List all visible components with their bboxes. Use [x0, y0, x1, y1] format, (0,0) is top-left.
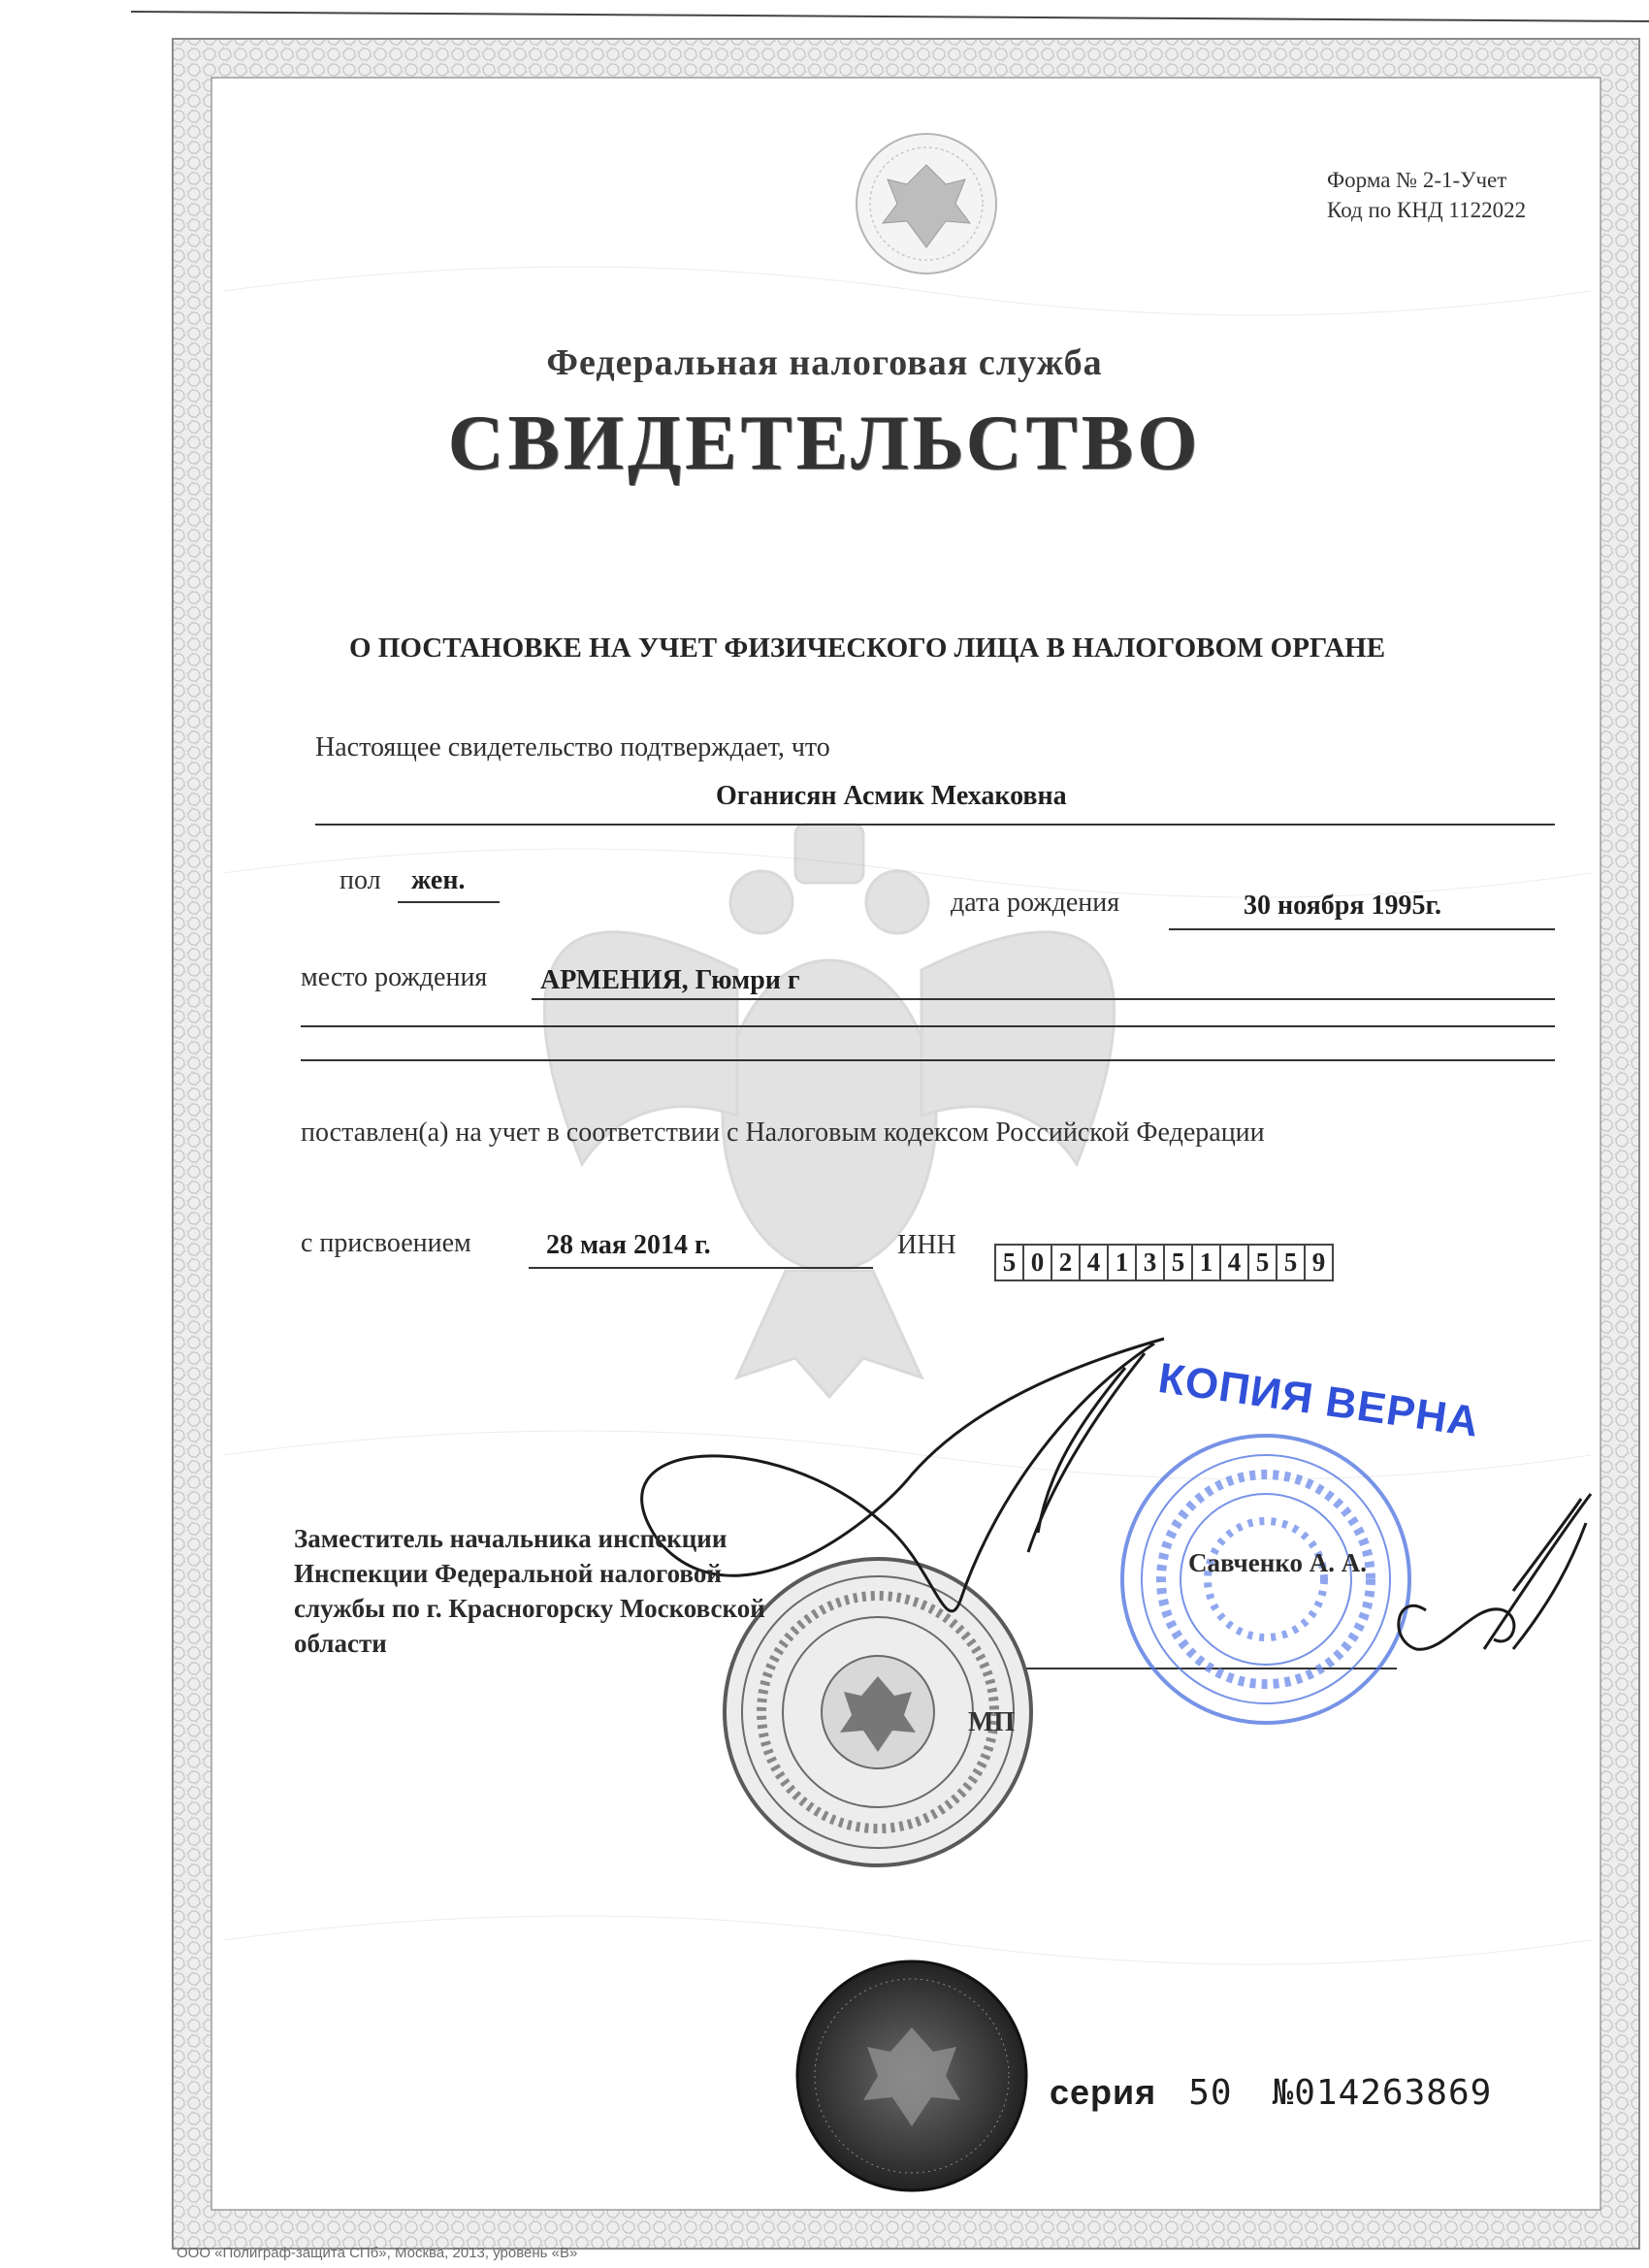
document-number: №014263869 [1272, 2073, 1493, 2113]
document-title: СВИДЕТЕЛЬСТВО [447, 401, 1202, 486]
hologram-seal [797, 1961, 1026, 2190]
inn-number [994, 1244, 1334, 1281]
signer-position: Заместитель начальника инспекции Инспекции Федеральной налоговой службы по г. Красногорску Московской области [294, 1524, 765, 1658]
entrepreneur-stamp [1122, 1436, 1409, 1723]
sex-value: жен. [411, 865, 466, 895]
registered-text: поставлен(а) на учет в соответствии с Налоговым кодексом Российской Федерации [301, 1118, 1265, 1148]
seal-mark: МП [968, 1707, 1016, 1737]
inn-digit: 5 [1277, 1246, 1306, 1280]
assigned-date: 28 мая 2014 г. [546, 1230, 711, 1260]
inn-digit: 5 [996, 1246, 1024, 1280]
inn-digit: 2 [1052, 1246, 1081, 1280]
document-subtitle: О ПОСТАНОВКЕ НА УЧЕТ ФИЗИЧЕСКОГО ЛИЦА В НАЛОГОВОМ ОРГАНЕ [349, 632, 1386, 664]
copy-verified-stamp: КОПИЯ ВЕРНА [1155, 1354, 1482, 1446]
series-label: серия [1050, 2072, 1157, 2112]
inn-digit: 5 [1249, 1246, 1277, 1280]
inn-digit: 3 [1137, 1246, 1165, 1280]
birth-date-label: дата рождения [951, 888, 1120, 918]
inn-label: ИНН [897, 1230, 956, 1260]
intro-text: Настоящее свидетельство подтверждает, что [315, 732, 830, 762]
agency-name: Федеральная налоговая служба [546, 342, 1103, 383]
scan-edge-line [131, 12, 1649, 21]
signer-name: Савченко А. А. [1188, 1548, 1368, 1577]
form-info [1327, 165, 1526, 225]
inn-digit: 4 [1221, 1246, 1249, 1280]
birth-place-label: место рождения [301, 962, 488, 992]
inn-digit: 9 [1311, 1247, 1326, 1277]
series-line [1050, 2072, 1492, 2113]
inn-digit: 4 [1081, 1246, 1109, 1280]
full-name: Оганисян Асмик Мехаковна [716, 781, 1067, 811]
assigned-label: с присвоением [301, 1228, 471, 1258]
inn-digit: 0 [1024, 1246, 1052, 1280]
inn-digit: 1 [1193, 1246, 1221, 1280]
top-emblem-icon [857, 134, 996, 274]
inn-digit: 5 [1165, 1246, 1193, 1280]
sex-label: пол [340, 865, 381, 895]
knd-code: Код по КНД 1122022 [1327, 198, 1527, 222]
birth-place-value: АРМЕНИЯ, Гюмри г [540, 965, 800, 995]
series-number: 50 [1188, 2073, 1233, 2113]
printer-footer: ООО «Полиграф-защита СПб», Москва, 2013, уровень «В» [177, 2245, 578, 2261]
form-number: Форма № 2-1-Учет [1327, 168, 1507, 192]
inn-digit: 1 [1109, 1246, 1137, 1280]
birth-date-value: 30 ноября 1995г. [1244, 891, 1442, 921]
signer-scribble [1399, 1494, 1591, 1649]
